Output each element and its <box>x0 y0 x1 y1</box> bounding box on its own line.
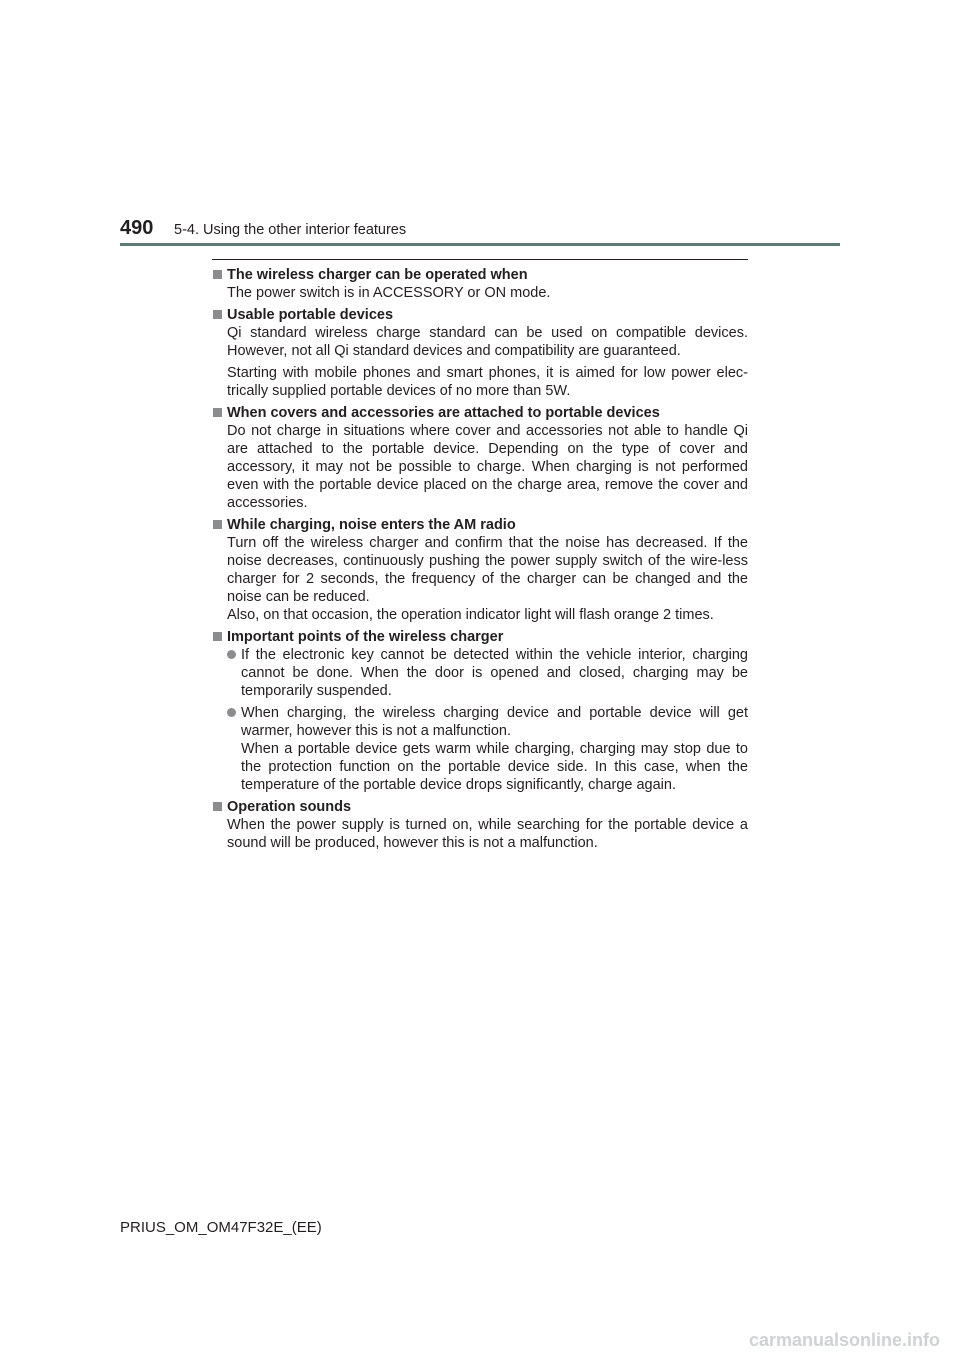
note-title: Usable portable devices <box>227 307 394 323</box>
footer-doc-code: PRIUS_OM_OM47F32E_(EE) <box>120 1219 322 1236</box>
note-heading <box>212 628 748 646</box>
paragraph-line: Turn off the wireless charger and confirm that the noise has decreased. If the noise decreases, continuously pushing the power supply switch of the wire-less charger for 2 seconds, the frequency of the charger can be changed and the noise can be reduced. <box>227 535 748 605</box>
note-covers-accessories <box>212 404 748 512</box>
note-heading <box>212 306 748 324</box>
bullet-item <box>227 646 748 700</box>
note-usable-devices <box>212 306 748 400</box>
note-am-radio-noise <box>212 516 748 624</box>
note-paragraph <box>227 534 748 624</box>
section-title: 5-4. Using the other interior features <box>174 222 407 238</box>
note-important-points <box>212 628 748 794</box>
note-heading <box>212 266 748 284</box>
note-operating-conditions <box>212 266 748 302</box>
page-number: 490 <box>120 217 154 239</box>
note-heading <box>212 798 748 816</box>
note-heading <box>212 404 748 422</box>
note-paragraph: Do not charge in situations where cover and accessories not able to handle Qi are attached to the portable device. Depending on the type of cover and accessory, it may not be possible to charge. When charging is not performed even with the portable device placed on the charge area, remove the cover and accessories. <box>227 423 748 511</box>
note-heading <box>212 516 748 534</box>
watermark: carmanualsonline.info <box>748 1330 940 1350</box>
square-bullet-icon <box>213 802 222 811</box>
note-title: While charging, noise enters the AM radio <box>227 517 516 533</box>
note-title: Important points of the wireless charger <box>227 629 504 645</box>
square-bullet-icon <box>213 408 222 417</box>
note-paragraph: When the power supply is turned on, while searching for the portable device a sound will be produced, however this is not a malfunction. <box>227 817 748 851</box>
header-rule <box>120 243 840 246</box>
bullet-line: When charging, the wireless charging device and portable device will get warmer, however this is not a malfunction. <box>241 705 748 739</box>
bullet-item <box>227 704 748 794</box>
note-operation-sounds <box>212 798 748 852</box>
paragraph-line: Also, on that occasion, the operation indicator light will flash orange 2 times. <box>227 607 714 623</box>
note-title: Operation sounds <box>227 799 352 815</box>
circle-bullet-icon <box>227 708 236 717</box>
note-title: The wireless charger can be operated when <box>227 267 528 283</box>
bullet-text <box>241 704 748 794</box>
notes-section <box>212 266 748 856</box>
bullet-text: If the electronic key cannot be detected within the vehicle interior, charging cannot be done. When the door is opened and closed, charging may be temporarily suspended. <box>241 647 748 699</box>
note-paragraph: Starting with mobile phones and smart phones, it is aimed for low power elec-trically supplied portable devices of no more than 5W. <box>227 365 748 399</box>
square-bullet-icon <box>213 520 222 529</box>
note-title: When covers and accessories are attached to portable devices <box>227 405 660 421</box>
content-rule <box>212 259 748 260</box>
circle-bullet-icon <box>227 650 236 659</box>
note-paragraph: Qi standard wireless charge standard can be used on compatible devices. However, not all Qi standard devices and compatibility are guaranteed. <box>227 325 748 359</box>
bullet-line: When a portable device gets warm while charging, charging may stop due to the protection function on the portable device side. In this case, when the temperature of the portable device drops significantly, charge again. <box>241 741 748 793</box>
square-bullet-icon <box>213 270 222 279</box>
square-bullet-icon <box>213 310 222 319</box>
note-paragraph: The power switch is in ACCESSORY or ON mode. <box>227 285 551 301</box>
square-bullet-icon <box>213 632 222 641</box>
